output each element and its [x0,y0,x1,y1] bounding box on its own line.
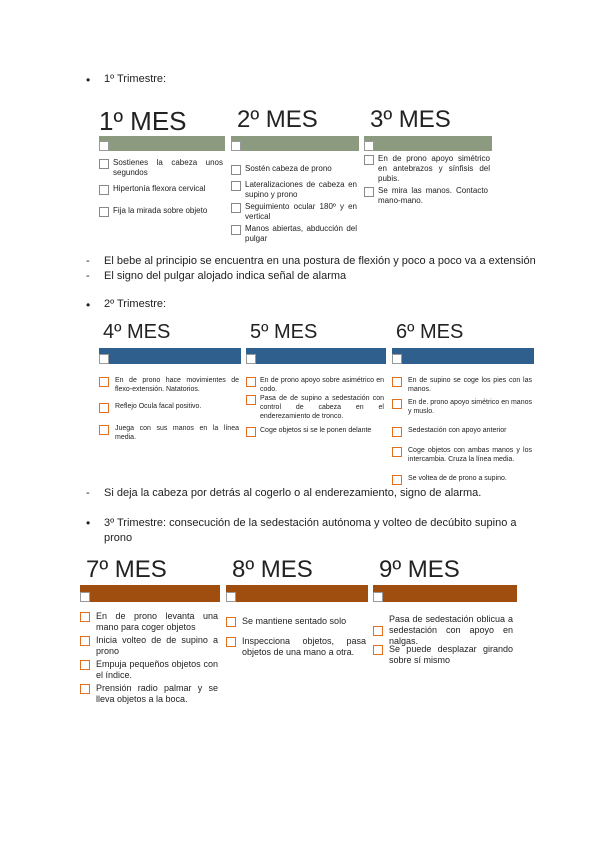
bullet-icon: • [86,298,91,312]
month-title: 6º MES [396,321,464,343]
checkbox-icon [226,592,236,602]
checkbox-icon [364,141,374,151]
month-8-block: 8º MES Se mantiene sentado solo Inspecciona objetos, pasa objetos de una mano a otra. [226,558,368,668]
month-9-block: 9º MES Pasa de sedestación oblicua a sedestación con apoyo en nalgas. Se puede desplazar girando sobre sí mismo [373,558,517,670]
month-title: 9º MES [379,556,460,583]
month-4-block: 4º MES En de prono hace movimientes de flexo-extensión. Natatorios. Reflejo Ocula facal positivo. Juega con sus manos en la línea media. [99,322,241,452]
checkbox-icon[interactable] [231,165,241,175]
checkbox-icon[interactable] [364,155,374,165]
checkbox-icon [99,141,109,151]
checkbox-icon[interactable] [231,203,241,213]
note-line: - Si deja la cabeza por detrás al cogerlo o al enderezamiento, signo de alarma. [86,487,482,499]
month-3-block: 3º MES En de prono apoyo simétrico en antebrazos y sínfisis del pubis. Se mira las manos. Contacto mano-mano. [364,108,492,208]
month-bar [246,348,386,364]
note-line: - El bebe al principio se encuentra en una postura de flexión y poco a poco va a extensión [86,255,536,267]
month-bar [392,348,534,364]
month-7-block: 7º MES En de prono levanta una mano para coger objetos Inicia volteo de de supino a prono Empuja pequeños objetos con el índice. Prensión radio palmar y se lleva objetos a la boca. [80,558,220,708]
checkbox-icon[interactable] [226,617,236,627]
checkbox-icon[interactable] [231,181,241,191]
checkbox-icon[interactable] [99,403,109,413]
checkbox-icon [80,592,90,602]
checkbox-icon[interactable] [392,399,402,409]
checkbox-icon[interactable] [226,637,236,647]
month-6-block: 6º MES En de supino se coge los pies con las manos. En de. prono apoyo simétrico en manos y muslo. Sedestación con apoyo anterior Coge objetos con ambas manos y los intercambia. Cruza la línea media. Se voltea de de prono a supino. [392,322,534,490]
month-title: 5º MES [250,321,318,343]
checkbox-icon[interactable] [392,475,402,485]
checkbox-icon[interactable] [99,185,109,195]
checkbox-icon[interactable] [246,395,256,405]
note-line: - El signo del pulgar alojado indica señal de alarma [86,270,347,282]
checkbox-icon[interactable] [231,225,241,235]
checkbox-icon[interactable] [373,645,383,655]
checkbox-icon[interactable] [80,612,90,622]
checkbox-icon[interactable] [80,636,90,646]
checkbox-icon [246,354,256,364]
month-title: 2º MES [237,106,318,133]
bullet-icon: • [86,516,91,530]
month-bar [364,136,492,151]
month-title: 8º MES [232,556,313,583]
checkbox-icon[interactable] [99,425,109,435]
month-2-block: 2º MES Sostén cabeza de prono Lateralizaciones de cabeza en supino y prono Seguimiento ocular 180º y en vertical Manos abiertas, abducción del pulgar [231,108,359,248]
checkbox-icon [99,354,109,364]
checkbox-icon[interactable] [373,626,383,636]
checkbox-icon [231,141,241,151]
month-bar [99,348,241,364]
checkbox-icon[interactable] [99,377,109,387]
bullet-icon: • [86,73,91,87]
checkbox-icon[interactable] [80,660,90,670]
checkbox-icon[interactable] [80,684,90,694]
checkbox-icon[interactable] [99,207,109,217]
checkbox-icon[interactable] [392,427,402,437]
month-1-block: 1º MES Sostienes la cabeza unos segundos Hipertonía flexora cervical Fija la mirada sobre objeto [99,106,223,215]
checkbox-icon[interactable] [392,377,402,387]
month-bar [226,585,368,602]
checkbox-icon[interactable] [364,187,374,197]
checkbox-icon[interactable] [246,427,256,437]
checkbox-icon [373,592,383,602]
month-title: 7º MES [86,556,167,583]
checkbox-icon [392,354,402,364]
checkbox-icon[interactable] [246,377,256,387]
month-title: 4º MES [103,321,171,343]
month-title: 3º MES [370,106,451,133]
month-5-block: 5º MES En de prono apoyo sobre asimétrico en codo. Pasa de de supino a sedestación con control de cabeza en el enderezamiento de tronco. Coge objetos si se le ponen delante [246,322,386,452]
checkbox-icon[interactable] [392,447,402,457]
checkbox-icon[interactable] [99,159,109,169]
month-bar [373,585,517,602]
month-bar [80,585,220,602]
month-bar [99,136,225,151]
month-bar [231,136,359,151]
month-title: 1º MES [99,106,187,136]
